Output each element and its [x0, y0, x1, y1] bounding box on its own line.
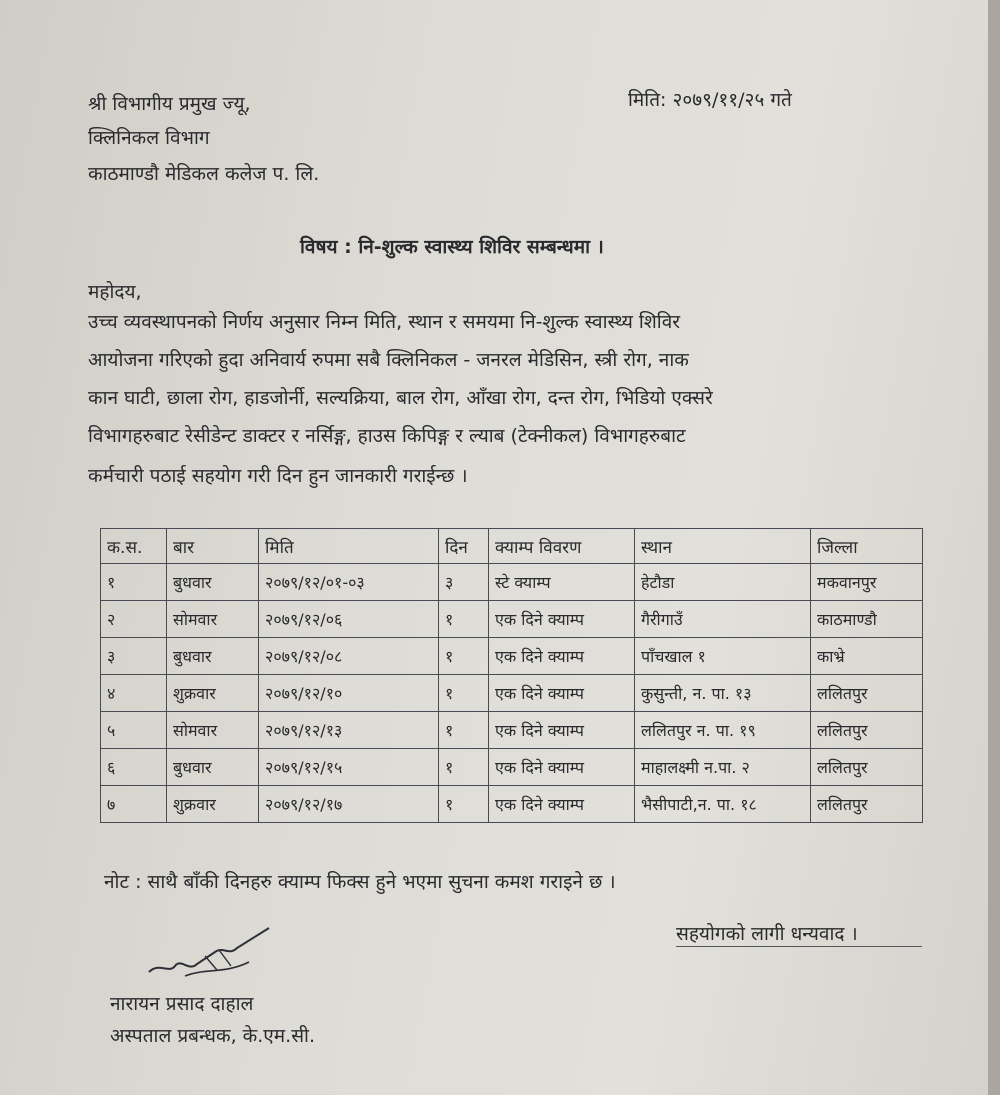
body-line: विभागहरुबाट रेसीडेन्ट डाक्टर र नर्सिङ्ग, हाउस किपिङ्ग र ल्याब (टेक्नीकल) विभागहरुबाट: [88, 425, 686, 447]
cell-location: माहालक्ष्मी न.पा. २: [635, 749, 811, 786]
cell-days: ३: [439, 564, 489, 601]
cell-camp-type: एक दिने क्याम्प: [489, 638, 635, 675]
table-row: [101, 601, 923, 638]
signer-name: नारायन प्रसाद दाहाल: [110, 993, 254, 1015]
camp-schedule-table: [100, 528, 923, 823]
body-line: उच्च व्यवस्थापनको निर्णय अनुसार निम्न मिति, स्थान र समयमा नि-शुल्क स्वास्थ्य शिविर: [88, 311, 681, 333]
table-row: [101, 786, 923, 823]
cell-days: १: [439, 749, 489, 786]
cell-serial: १: [101, 564, 167, 601]
cell-weekday: बुधवार: [167, 564, 259, 601]
cell-serial: ५: [101, 712, 167, 749]
cell-district: ललितपुर: [811, 712, 923, 749]
signer-designation: अस्पताल प्रबन्धक, के.एम.सी.: [110, 1025, 315, 1047]
cell-district: ललितपुर: [811, 675, 923, 712]
cell-location: पाँचखाल १: [635, 638, 811, 675]
cell-serial: ७: [101, 786, 167, 823]
cell-days: १: [439, 638, 489, 675]
cell-camp-type: एक दिने क्याम्प: [489, 786, 635, 823]
cell-date: २०७९/१२/०१-०३: [259, 564, 439, 601]
cell-weekday: बुधवार: [167, 638, 259, 675]
table-row: [101, 749, 923, 786]
salutation: महोदय,: [88, 281, 142, 303]
cell-weekday: सोमवार: [167, 712, 259, 749]
cell-location: भैसीपाटी,न. पा. १८: [635, 786, 811, 823]
cell-date: २०७९/१२/०८: [259, 638, 439, 675]
note-text: नोट : साथै बाँकी दिनहरु क्याम्प फिक्स हुने भएमा सुचना कमश गराइने छ ।: [104, 871, 616, 893]
table-row: [101, 564, 923, 601]
cell-days: १: [439, 712, 489, 749]
col-header-weekday: बार: [167, 529, 259, 564]
cell-weekday: शुक्रवार: [167, 675, 259, 712]
col-header-camp-type: क्याम्प विवरण: [489, 529, 635, 564]
cell-camp-type: एक दिने क्याम्प: [489, 712, 635, 749]
thanks-underline: [676, 946, 922, 947]
body-line: कान घाटी, छाला रोग, हाडजोर्नी, सल्यक्रिया, बाल रोग, आँखा रोग, दन्त रोग, भिडियो एक्सरे: [88, 387, 713, 409]
cell-district: काभ्रे: [811, 638, 923, 675]
col-header-serial: क.स.: [101, 529, 167, 564]
background-edge: [988, 0, 1000, 1095]
cell-days: १: [439, 675, 489, 712]
cell-days: १: [439, 786, 489, 823]
table-header-row: [101, 529, 923, 564]
cell-district: मकवानपुर: [811, 564, 923, 601]
col-header-date: मिति: [259, 529, 439, 564]
cell-date: २०७९/१२/१७: [259, 786, 439, 823]
cell-days: १: [439, 601, 489, 638]
cell-camp-type: एक दिने क्याम्प: [489, 601, 635, 638]
cell-date: २०७९/१२/०६: [259, 601, 439, 638]
cell-district: ललितपुर: [811, 786, 923, 823]
cell-camp-type: स्टे क्याम्प: [489, 564, 635, 601]
addressee-line: काठमाण्डौ मेडिकल कलेज प. लि.: [88, 163, 320, 185]
cell-location: हेटौडा: [635, 564, 811, 601]
cell-location: कुसुन्ती, न. पा. १३: [635, 675, 811, 712]
cell-date: २०७९/१२/१०: [259, 675, 439, 712]
signature-mark: [145, 922, 275, 982]
cell-district: काठमाण्डौ: [811, 601, 923, 638]
cell-weekday: बुधवार: [167, 749, 259, 786]
thanks-text: सहयोगको लागी धन्यवाद ।: [676, 923, 858, 945]
col-header-location: स्थान: [635, 529, 811, 564]
cell-weekday: शुक्रवार: [167, 786, 259, 823]
addressee-line: क्लिनिकल विभाग: [88, 127, 210, 149]
cell-serial: ४: [101, 675, 167, 712]
table-row: [101, 712, 923, 749]
table-row: [101, 675, 923, 712]
table-row: [101, 638, 923, 675]
addressee-line: श्री विभागीय प्रमुख ज्यू,: [88, 93, 251, 115]
col-header-days: दिन: [439, 529, 489, 564]
cell-date: २०७९/१२/१५: [259, 749, 439, 786]
cell-serial: ३: [101, 638, 167, 675]
cell-serial: ६: [101, 749, 167, 786]
col-header-district: जिल्ला: [811, 529, 923, 564]
body-line: कर्मचारी पठाई सहयोग गरी दिन हुन जानकारी गराईन्छ ।: [88, 465, 468, 487]
body-line: आयोजना गरिएको हुदा अनिवार्य रुपमा सबै क्लिनिकल - जनरल मेडिसिन, स्त्री रोग, नाक: [88, 349, 689, 371]
cell-serial: २: [101, 601, 167, 638]
cell-camp-type: एक दिने क्याम्प: [489, 749, 635, 786]
cell-location: गैरीगाउँ: [635, 601, 811, 638]
letter-date: मिति: २०७९/११/२५ गते: [628, 89, 792, 111]
cell-weekday: सोमवार: [167, 601, 259, 638]
cell-location: ललितपुर न. पा. १९: [635, 712, 811, 749]
cell-district: ललितपुर: [811, 749, 923, 786]
cell-date: २०७९/१२/१३: [259, 712, 439, 749]
cell-camp-type: एक दिने क्याम्प: [489, 675, 635, 712]
letter-subject: विषय : नि-शुल्क स्वास्थ्य शिविर सम्बन्धमा ।: [300, 236, 604, 258]
